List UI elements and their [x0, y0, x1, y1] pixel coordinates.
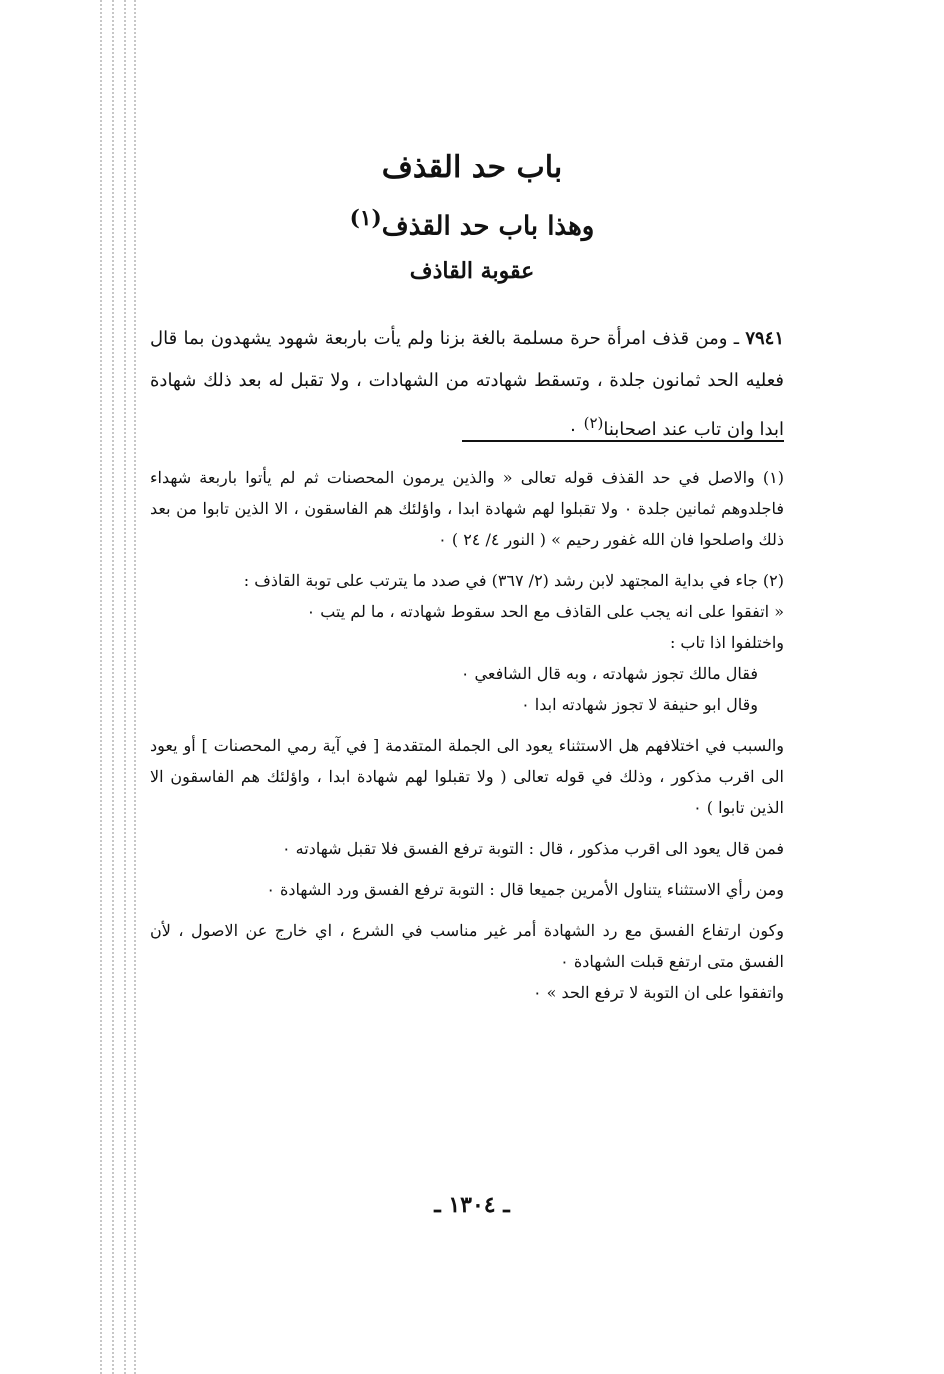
chapter-title: باب حد القذف: [381, 150, 563, 185]
footnote-ref: (١): [349, 206, 382, 231]
footnote-paragraph: والسبب في اختلافهم هل الاستثناء يعود الى الجملة المتقدمة [ في آية رمي المحصنات ] أو يعود الى اقرب مذكور ، وذلك في قوله تعالى ( ولا تقبلوا لهم شهادة ابدا ، واؤلئك هم الفاسقون الا الذين تابوا ) ٠: [150, 736, 784, 817]
footnote-quote: واختلفوا اذا تاب :: [669, 633, 784, 652]
entry-text: ـ ومن قذف امرأة حرة مسلمة بالغة بزنا ولم يأت باربعة شهود يشهدون بما قال فعليه الحد ثمانون جلدة ، وتسقط شهادته من الشهادات ، ولا تقبل له بعد ذلك شهادة ابدا وان تاب عند اصحابنا: [150, 328, 784, 440]
page-number: ـ ١٣٠٤ ـ: [434, 1192, 510, 1218]
footnote-paragraph: فمن قال يعود الى اقرب مذكور ، قال : التوبة ترفع الفسق فلا تقبل شهادته ٠: [281, 839, 784, 858]
entry-number: ٧٩٤١: [745, 328, 784, 349]
footnote-paragraph: ومن رأي الاستثناء يتناول الأمرين جميعا قال : التوبة ترفع الفسق ورد الشهادة ٠: [266, 880, 784, 899]
footnote-separator: [462, 440, 784, 442]
footnote-quote: « اتفقوا على انه يجب على القاذف مع الحد سقوط شهادته ، ما لم يتب ٠: [306, 602, 784, 621]
footnote-quote: فقال مالك تجوز شهادته ، وبه قال الشافعي ٠: [460, 664, 758, 683]
section-heading: عقوبة القاذف: [409, 258, 535, 284]
chapter-subtitle-text: وهذا باب حد القذف: [381, 211, 595, 242]
footnote-paragraph: واتفقوا على ان التوبة لا ترفع الحد » ٠: [532, 983, 784, 1002]
main-paragraph: [150, 318, 784, 451]
footnote-quote: وقال ابو حنيفة لا تجوز شهادته ابدا ٠: [521, 695, 758, 714]
footnote-paragraph: وكون ارتفاع الفسق مع رد الشهادة أمر غير مناسب في الشرع ، اي خارج عن الاصول ، لأن الفسق متى ارتفع قبلت الشهادة ٠: [150, 921, 784, 971]
chapter-subtitle: [0, 206, 944, 242]
footnote-1: (١) والاصل في حد القذف قوله تعالى « والذين يرمون المحصنات ثم لم يأتوا باربعة شهداء فاجلدوهم ثمانين جلدة ٠ ولا تقبلوا لهم شهادة ابدا ، واؤلئك هم الفاسقون ، الا الذين تابوا من بعد ذلك واصلحوا فان الله غفور رحيم » ( النور ٤/ ٢٤ ) ٠: [150, 468, 785, 549]
footnotes: [150, 462, 784, 1008]
footnote-ref: (٢): [583, 414, 604, 432]
entry-end: ٠: [568, 419, 584, 440]
footnote-2: (٢) جاء في بداية المجتهد لابن رشد (٢/ ٣٦٧) في صدد ما يترتب على توبة القاذف :: [243, 571, 784, 590]
